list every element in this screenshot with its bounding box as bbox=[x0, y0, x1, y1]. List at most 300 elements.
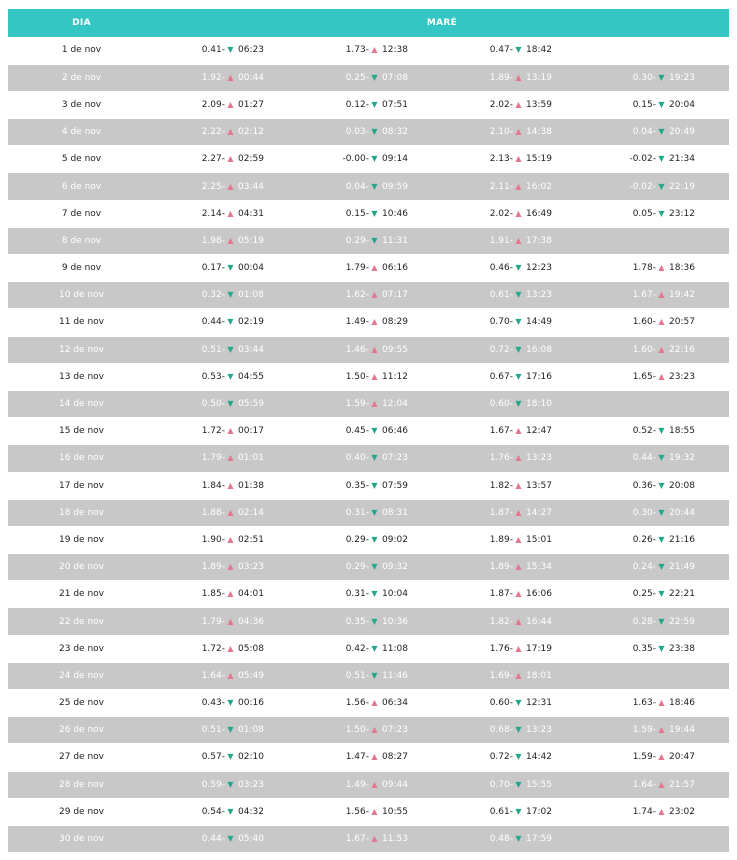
high-tide-arrow-icon: ▲ bbox=[515, 507, 522, 517]
tide-cell bbox=[299, 608, 443, 635]
tide-height: 1.46- bbox=[345, 344, 369, 355]
high-tide-arrow-icon: ▲ bbox=[371, 317, 378, 327]
tide-height: 0.17- bbox=[201, 263, 225, 274]
tide-height: 0.47- bbox=[489, 45, 513, 56]
tide-height: 0.45- bbox=[345, 426, 369, 437]
column-header-day: DIA bbox=[8, 9, 155, 37]
tide-cell bbox=[586, 255, 729, 282]
tide-cell bbox=[586, 282, 729, 309]
high-tide-arrow-icon: ▲ bbox=[658, 698, 665, 708]
table-row bbox=[8, 798, 729, 825]
tide-time: 19:44 bbox=[669, 725, 695, 736]
tide-height: 0.46- bbox=[489, 263, 513, 274]
tide-time: 09:02 bbox=[382, 534, 408, 545]
tide-cell bbox=[299, 744, 443, 771]
tide-height: 0.44- bbox=[201, 317, 225, 328]
low-tide-arrow-icon: ▼ bbox=[515, 263, 522, 273]
tide-height: 1.82- bbox=[489, 616, 513, 627]
low-tide-arrow-icon: ▼ bbox=[658, 534, 665, 544]
tide-time: 07:23 bbox=[382, 725, 408, 736]
table-row bbox=[8, 662, 729, 689]
table-row bbox=[8, 554, 729, 581]
tide-height: 1.67- bbox=[345, 834, 369, 845]
low-tide-arrow-icon: ▼ bbox=[371, 208, 378, 218]
tide-height: 1.74- bbox=[632, 806, 656, 817]
tide-height: 0.43- bbox=[201, 698, 225, 709]
tide-cell bbox=[155, 146, 299, 173]
low-tide-arrow-icon: ▼ bbox=[227, 752, 234, 762]
tide-time: 14:49 bbox=[526, 317, 552, 328]
tide-cell bbox=[155, 309, 299, 336]
tide-time: 17:19 bbox=[526, 643, 552, 654]
tide-height: 1.64- bbox=[632, 779, 656, 790]
tide-cell bbox=[586, 608, 729, 635]
tide-time: 07:08 bbox=[382, 72, 408, 83]
tide-height: 1.76- bbox=[489, 453, 513, 464]
low-tide-arrow-icon: ▼ bbox=[658, 181, 665, 191]
low-tide-arrow-icon: ▼ bbox=[515, 834, 522, 844]
tide-cell bbox=[443, 445, 586, 472]
tide-height: 0.60- bbox=[489, 698, 513, 709]
high-tide-arrow-icon: ▲ bbox=[515, 616, 522, 626]
high-tide-arrow-icon: ▲ bbox=[658, 290, 665, 300]
high-tide-arrow-icon: ▲ bbox=[227, 670, 234, 680]
tide-time: 06:23 bbox=[238, 45, 264, 56]
low-tide-arrow-icon: ▼ bbox=[371, 127, 378, 137]
tide-height: 1.79- bbox=[201, 616, 225, 627]
tide-cell bbox=[299, 200, 443, 227]
low-tide-arrow-icon: ▼ bbox=[227, 344, 234, 354]
low-tide-arrow-icon: ▼ bbox=[515, 344, 522, 354]
tide-height: 0.57- bbox=[201, 752, 225, 763]
tide-cell bbox=[299, 717, 443, 744]
tide-time: 18:46 bbox=[669, 698, 695, 709]
low-tide-arrow-icon: ▼ bbox=[515, 45, 522, 55]
tide-time: 12:47 bbox=[526, 426, 552, 437]
tide-time: 16:06 bbox=[526, 589, 552, 600]
tide-height: 2.02- bbox=[489, 208, 513, 219]
day-cell: 2 de nov bbox=[8, 64, 155, 91]
tide-cell bbox=[155, 798, 299, 825]
high-tide-arrow-icon: ▲ bbox=[515, 480, 522, 490]
tide-time: 03:44 bbox=[238, 344, 264, 355]
tide-time: 18:01 bbox=[526, 670, 552, 681]
tide-cell bbox=[155, 173, 299, 200]
day-cell: 3 de nov bbox=[8, 91, 155, 118]
high-tide-arrow-icon: ▲ bbox=[227, 426, 234, 436]
tide-cell bbox=[586, 635, 729, 662]
high-tide-arrow-icon: ▲ bbox=[658, 725, 665, 735]
tide-cell bbox=[443, 472, 586, 499]
tide-height: 1.59- bbox=[632, 725, 656, 736]
tide-cell bbox=[443, 309, 586, 336]
tide-height: 1.78- bbox=[632, 263, 656, 274]
tide-time: 23:38 bbox=[669, 643, 695, 654]
high-tide-arrow-icon: ▲ bbox=[515, 562, 522, 572]
tide-cell bbox=[299, 662, 443, 689]
table-row bbox=[8, 472, 729, 499]
tide-cell bbox=[586, 64, 729, 91]
tide-cell bbox=[443, 119, 586, 146]
tide-cell bbox=[299, 445, 443, 472]
high-tide-arrow-icon: ▲ bbox=[658, 806, 665, 816]
tide-time: 18:42 bbox=[526, 45, 552, 56]
tide-cell bbox=[299, 390, 443, 417]
low-tide-arrow-icon: ▼ bbox=[658, 589, 665, 599]
day-cell: 8 de nov bbox=[8, 227, 155, 254]
tide-cell bbox=[586, 200, 729, 227]
low-tide-arrow-icon: ▼ bbox=[371, 616, 378, 626]
tide-height: 1.56- bbox=[345, 698, 369, 709]
low-tide-arrow-icon: ▼ bbox=[658, 480, 665, 490]
tide-height: 0.51- bbox=[201, 725, 225, 736]
tide-time: 00:17 bbox=[238, 426, 264, 437]
tide-height: 0.72- bbox=[489, 752, 513, 763]
tide-cell bbox=[155, 825, 299, 852]
low-tide-arrow-icon: ▼ bbox=[658, 154, 665, 164]
tide-time: 09:55 bbox=[382, 344, 408, 355]
tide-time: 08:32 bbox=[382, 127, 408, 138]
tide-height: 2.25- bbox=[201, 181, 225, 192]
tide-height: 0.03- bbox=[345, 127, 369, 138]
tide-height: 1.62- bbox=[345, 290, 369, 301]
tide-height: 1.82- bbox=[489, 480, 513, 491]
tide-height: 0.70- bbox=[489, 779, 513, 790]
high-tide-arrow-icon: ▲ bbox=[227, 616, 234, 626]
tide-cell bbox=[443, 418, 586, 445]
high-tide-arrow-icon: ▲ bbox=[658, 779, 665, 789]
tide-cell bbox=[586, 445, 729, 472]
tide-time: 21:49 bbox=[669, 562, 695, 573]
tide-height: 0.35- bbox=[632, 643, 656, 654]
high-tide-arrow-icon: ▲ bbox=[227, 154, 234, 164]
tide-cell bbox=[155, 336, 299, 363]
low-tide-arrow-icon: ▼ bbox=[371, 480, 378, 490]
tide-time: 18:55 bbox=[669, 426, 695, 437]
low-tide-arrow-icon: ▼ bbox=[371, 643, 378, 653]
low-tide-arrow-icon: ▼ bbox=[515, 725, 522, 735]
high-tide-arrow-icon: ▲ bbox=[658, 263, 665, 273]
tide-cell bbox=[586, 771, 729, 798]
low-tide-arrow-icon: ▼ bbox=[227, 317, 234, 327]
low-tide-arrow-icon: ▼ bbox=[371, 453, 378, 463]
tide-table bbox=[8, 9, 729, 853]
tide-height: 0.31- bbox=[345, 589, 369, 600]
tide-cell bbox=[299, 363, 443, 390]
tide-height: 1.64- bbox=[201, 670, 225, 681]
tide-time: 19:42 bbox=[669, 290, 695, 301]
tide-time: 14:42 bbox=[526, 752, 552, 763]
high-tide-arrow-icon: ▲ bbox=[515, 589, 522, 599]
tide-time: 11:53 bbox=[382, 834, 408, 845]
low-tide-arrow-icon: ▼ bbox=[515, 779, 522, 789]
day-cell: 21 de nov bbox=[8, 581, 155, 608]
tide-time: 01:08 bbox=[238, 725, 264, 736]
tide-height: 0.61- bbox=[489, 806, 513, 817]
tide-height: 0.41- bbox=[201, 45, 225, 56]
high-tide-arrow-icon: ▲ bbox=[515, 235, 522, 245]
day-cell: 20 de nov bbox=[8, 554, 155, 581]
high-tide-arrow-icon: ▲ bbox=[227, 534, 234, 544]
tide-cell bbox=[299, 64, 443, 91]
tide-time: 15:55 bbox=[526, 779, 552, 790]
tide-cell bbox=[586, 554, 729, 581]
tide-time: 01:27 bbox=[238, 99, 264, 110]
tide-cell bbox=[443, 554, 586, 581]
tide-cell bbox=[155, 282, 299, 309]
high-tide-arrow-icon: ▲ bbox=[227, 127, 234, 137]
tide-cell bbox=[586, 390, 729, 417]
tide-height: 1.87- bbox=[489, 507, 513, 518]
tide-time: 04:31 bbox=[238, 208, 264, 219]
table-row bbox=[8, 309, 729, 336]
low-tide-arrow-icon: ▼ bbox=[371, 589, 378, 599]
tide-time: 18:10 bbox=[526, 399, 552, 410]
day-cell: 5 de nov bbox=[8, 146, 155, 173]
tide-height: 0.51- bbox=[201, 344, 225, 355]
tide-cell bbox=[299, 255, 443, 282]
high-tide-arrow-icon: ▲ bbox=[515, 453, 522, 463]
tide-cell bbox=[155, 418, 299, 445]
tide-height: -0.02- bbox=[629, 181, 656, 192]
tide-time: 13:19 bbox=[526, 72, 552, 83]
tide-time: 11:12 bbox=[382, 371, 408, 382]
tide-time: 07:17 bbox=[382, 290, 408, 301]
tide-cell bbox=[299, 472, 443, 499]
tide-time: 06:46 bbox=[382, 426, 408, 437]
tide-cell bbox=[586, 119, 729, 146]
tide-height: -0.00- bbox=[342, 154, 369, 165]
high-tide-arrow-icon: ▲ bbox=[227, 72, 234, 82]
tide-height: 1.72- bbox=[201, 643, 225, 654]
low-tide-arrow-icon: ▼ bbox=[658, 208, 665, 218]
table-row bbox=[8, 91, 729, 118]
tide-time: 02:19 bbox=[238, 317, 264, 328]
tide-time: 01:08 bbox=[238, 290, 264, 301]
day-cell: 19 de nov bbox=[8, 526, 155, 553]
low-tide-arrow-icon: ▼ bbox=[658, 643, 665, 653]
tide-cell bbox=[155, 771, 299, 798]
day-cell: 28 de nov bbox=[8, 771, 155, 798]
low-tide-arrow-icon: ▼ bbox=[515, 698, 522, 708]
tide-height: 0.15- bbox=[345, 208, 369, 219]
high-tide-arrow-icon: ▲ bbox=[227, 453, 234, 463]
tide-height: 0.42- bbox=[345, 643, 369, 654]
high-tide-arrow-icon: ▲ bbox=[227, 99, 234, 109]
tide-height: 0.35- bbox=[345, 480, 369, 491]
tide-height: 0.25- bbox=[632, 589, 656, 600]
tide-cell bbox=[586, 744, 729, 771]
high-tide-arrow-icon: ▲ bbox=[658, 317, 665, 327]
table-row bbox=[8, 717, 729, 744]
high-tide-arrow-icon: ▲ bbox=[515, 154, 522, 164]
tide-time: 00:16 bbox=[238, 698, 264, 709]
tide-height: 1.49- bbox=[345, 317, 369, 328]
table-row bbox=[8, 445, 729, 472]
tide-cell bbox=[299, 91, 443, 118]
high-tide-arrow-icon: ▲ bbox=[658, 344, 665, 354]
tide-time: 05:19 bbox=[238, 235, 264, 246]
tide-time: 20:57 bbox=[669, 317, 695, 328]
tide-height: 1.84- bbox=[201, 480, 225, 491]
tide-height: 1.47- bbox=[345, 752, 369, 763]
tide-time: 20:44 bbox=[669, 507, 695, 518]
table-row bbox=[8, 227, 729, 254]
tide-cell bbox=[443, 798, 586, 825]
tide-cell bbox=[586, 227, 729, 254]
column-header-tide: MARÉ bbox=[155, 9, 729, 37]
tide-time: 09:14 bbox=[382, 154, 408, 165]
table-row bbox=[8, 64, 729, 91]
high-tide-arrow-icon: ▲ bbox=[227, 480, 234, 490]
day-cell: 10 de nov bbox=[8, 282, 155, 309]
tide-time: 16:02 bbox=[526, 181, 552, 192]
tide-height: 1.72- bbox=[201, 426, 225, 437]
tide-cell bbox=[443, 717, 586, 744]
tide-time: 11:08 bbox=[382, 643, 408, 654]
tide-time: 07:23 bbox=[382, 453, 408, 464]
tide-cell bbox=[155, 662, 299, 689]
tide-height: 1.60- bbox=[632, 317, 656, 328]
table-row bbox=[8, 255, 729, 282]
tide-cell bbox=[155, 119, 299, 146]
tide-time: 20:04 bbox=[669, 99, 695, 110]
tide-time: 03:23 bbox=[238, 779, 264, 790]
tide-time: 12:23 bbox=[526, 263, 552, 274]
day-cell: 25 de nov bbox=[8, 690, 155, 717]
tide-time: 13:59 bbox=[526, 99, 552, 110]
low-tide-arrow-icon: ▼ bbox=[227, 263, 234, 273]
high-tide-arrow-icon: ▲ bbox=[371, 45, 378, 55]
day-cell: 4 de nov bbox=[8, 119, 155, 146]
high-tide-arrow-icon: ▲ bbox=[371, 725, 378, 735]
tide-time: 13:23 bbox=[526, 290, 552, 301]
tide-cell bbox=[155, 363, 299, 390]
tide-height: 0.48- bbox=[489, 834, 513, 845]
tide-height: 1.92- bbox=[201, 72, 225, 83]
low-tide-arrow-icon: ▼ bbox=[227, 806, 234, 816]
tide-height: 1.56- bbox=[345, 806, 369, 817]
tide-time: 02:51 bbox=[238, 534, 264, 545]
high-tide-arrow-icon: ▲ bbox=[658, 371, 665, 381]
tide-height: 0.51- bbox=[345, 670, 369, 681]
tide-time: 13:57 bbox=[526, 480, 552, 491]
tide-time: 14:27 bbox=[526, 507, 552, 518]
table-row bbox=[8, 635, 729, 662]
tide-cell bbox=[155, 37, 299, 64]
high-tide-arrow-icon: ▲ bbox=[371, 263, 378, 273]
tide-height: 0.12- bbox=[345, 99, 369, 110]
tide-cell bbox=[443, 173, 586, 200]
tide-cell bbox=[299, 37, 443, 64]
low-tide-arrow-icon: ▼ bbox=[371, 72, 378, 82]
tide-cell bbox=[443, 282, 586, 309]
tide-cell bbox=[443, 37, 586, 64]
tide-time: 09:44 bbox=[382, 779, 408, 790]
day-cell: 29 de nov bbox=[8, 798, 155, 825]
day-cell: 12 de nov bbox=[8, 336, 155, 363]
tide-cell bbox=[586, 690, 729, 717]
tide-time: 14:38 bbox=[526, 127, 552, 138]
tide-cell bbox=[586, 336, 729, 363]
high-tide-arrow-icon: ▲ bbox=[371, 752, 378, 762]
tide-time: 19:32 bbox=[669, 453, 695, 464]
table-row bbox=[8, 526, 729, 553]
tide-height: 1.67- bbox=[632, 290, 656, 301]
tide-height: 0.68- bbox=[489, 725, 513, 736]
tide-cell bbox=[299, 771, 443, 798]
tide-time: 02:14 bbox=[238, 507, 264, 518]
tide-height: 1.63- bbox=[632, 698, 656, 709]
tide-cell bbox=[299, 282, 443, 309]
table-row bbox=[8, 173, 729, 200]
tide-cell bbox=[443, 363, 586, 390]
tide-height: 0.59- bbox=[201, 779, 225, 790]
high-tide-arrow-icon: ▲ bbox=[371, 344, 378, 354]
tide-time: 21:57 bbox=[669, 779, 695, 790]
high-tide-arrow-icon: ▲ bbox=[227, 589, 234, 599]
day-cell: 26 de nov bbox=[8, 717, 155, 744]
tide-time: 00:44 bbox=[238, 72, 264, 83]
tide-time: 17:02 bbox=[526, 806, 552, 817]
tide-height: 0.35- bbox=[345, 616, 369, 627]
table-row bbox=[8, 690, 729, 717]
tide-cell bbox=[299, 526, 443, 553]
tide-height: 0.50- bbox=[201, 399, 225, 410]
day-cell: 23 de nov bbox=[8, 635, 155, 662]
tide-time: 13:23 bbox=[526, 725, 552, 736]
low-tide-arrow-icon: ▼ bbox=[658, 426, 665, 436]
table-row bbox=[8, 825, 729, 852]
tide-cell bbox=[586, 37, 729, 64]
tide-height: 1.67- bbox=[489, 426, 513, 437]
tide-time: 20:49 bbox=[669, 127, 695, 138]
tide-height: 2.09- bbox=[201, 99, 225, 110]
tide-time: 05:59 bbox=[238, 399, 264, 410]
tide-height: 1.85- bbox=[201, 589, 225, 600]
low-tide-arrow-icon: ▼ bbox=[371, 534, 378, 544]
tide-time: 09:59 bbox=[382, 181, 408, 192]
tide-time: 03:44 bbox=[238, 181, 264, 192]
tide-time: 08:27 bbox=[382, 752, 408, 763]
tide-time: 02:10 bbox=[238, 752, 264, 763]
day-cell: 24 de nov bbox=[8, 662, 155, 689]
tide-height: 0.70- bbox=[489, 317, 513, 328]
tide-cell bbox=[299, 499, 443, 526]
tide-cell bbox=[155, 744, 299, 771]
tide-height: 1.87- bbox=[489, 589, 513, 600]
high-tide-arrow-icon: ▲ bbox=[227, 181, 234, 191]
tide-cell bbox=[443, 200, 586, 227]
tide-cell bbox=[299, 635, 443, 662]
table-row bbox=[8, 499, 729, 526]
tide-time: 10:36 bbox=[382, 616, 408, 627]
high-tide-arrow-icon: ▲ bbox=[371, 290, 378, 300]
tide-cell bbox=[586, 717, 729, 744]
tide-height: 0.72- bbox=[489, 344, 513, 355]
tide-time: 11:46 bbox=[382, 670, 408, 681]
day-cell: 14 de nov bbox=[8, 390, 155, 417]
tide-time: 05:40 bbox=[238, 834, 264, 845]
high-tide-arrow-icon: ▲ bbox=[515, 72, 522, 82]
tide-cell bbox=[443, 336, 586, 363]
tide-height: 0.44- bbox=[201, 834, 225, 845]
tide-time: 13:23 bbox=[526, 453, 552, 464]
tide-time: 19:23 bbox=[669, 72, 695, 83]
tide-time: 04:55 bbox=[238, 371, 264, 382]
low-tide-arrow-icon: ▼ bbox=[371, 562, 378, 572]
day-cell: 15 de nov bbox=[8, 418, 155, 445]
